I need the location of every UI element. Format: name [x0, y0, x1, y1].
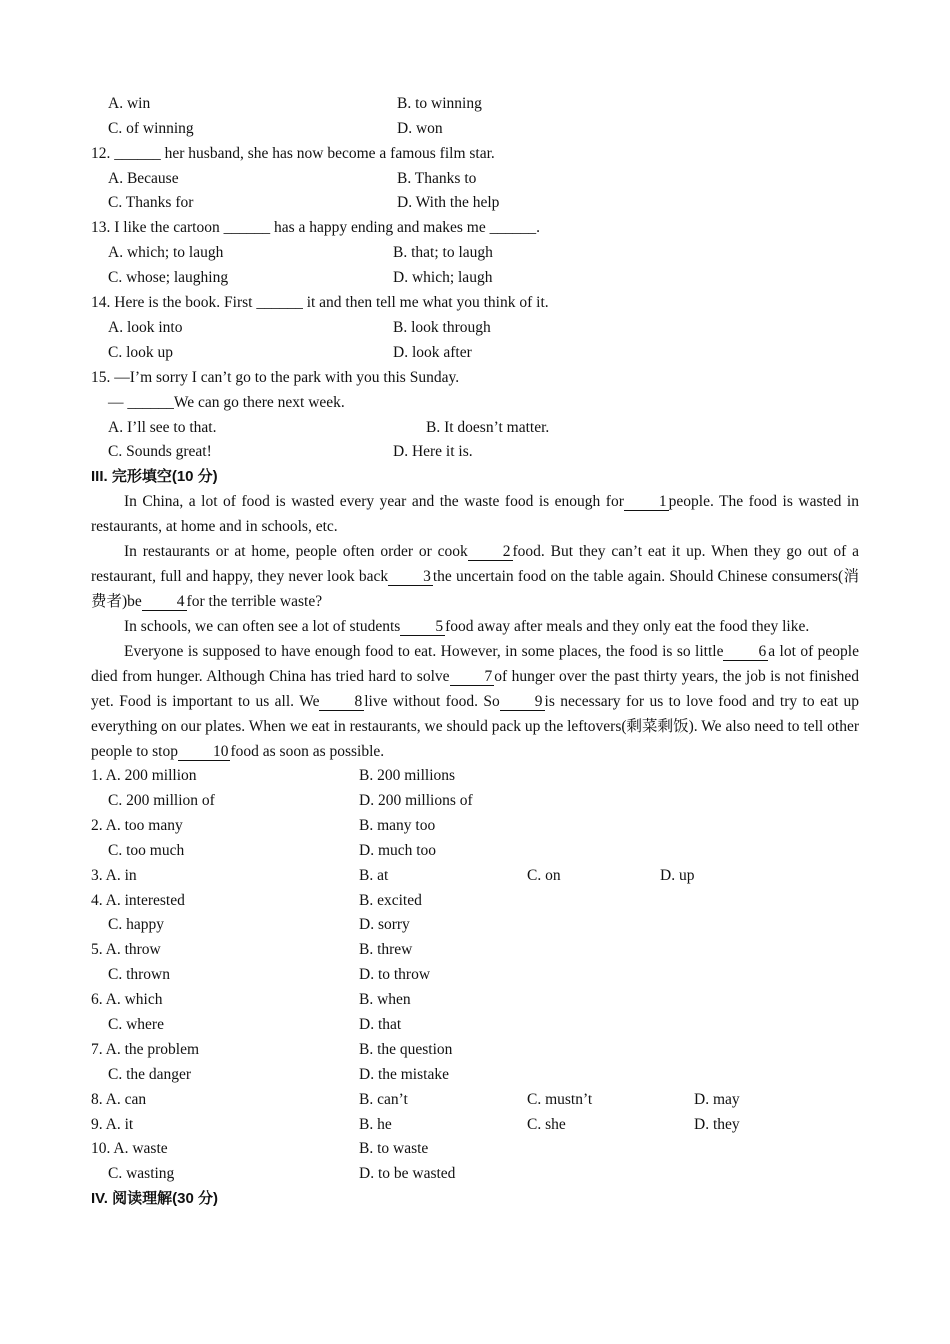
q11-option-b: B. to winning: [397, 95, 482, 112]
cloze-10-option-b: B. to waste: [359, 1140, 429, 1157]
q14-option-c: C. look up: [108, 344, 174, 361]
cloze-paragraph-2: In restaurants or at home, people often order or cook 2 food. But they can’t eat it up. When they go out of a restaurant, full and happy, they never look back 3 the uncertain food on the table again. Should Chinese consumers(消费者)be 4 for the terrible waste?: [91, 543, 860, 610]
cloze-7-option-d: D. the mistake: [359, 1066, 449, 1083]
q13-option-d: D. which; laugh: [393, 269, 493, 286]
cloze-10-option-a: 10. A. waste: [91, 1140, 168, 1157]
q15-option-b: B. It doesn’t matter.: [426, 419, 550, 436]
cloze-5-option-a: 5. A. throw: [91, 941, 161, 958]
cloze-3-option-c: C. on: [527, 867, 561, 884]
q15-option-c: C. Sounds great!: [108, 443, 212, 460]
q15-stem-response: — ______We can go there next week.: [108, 394, 345, 411]
cloze-9-option-c: C. she: [527, 1116, 566, 1133]
cloze-5-option-b: B. threw: [359, 941, 413, 958]
cloze-2-option-a: 2. A. too many: [91, 817, 183, 834]
q13-stem: 13. I like the cartoon ______ has a happy ending and makes me ______.: [91, 219, 540, 236]
cloze-1-option-b: B. 200 millions: [359, 767, 456, 784]
cloze-4-option-d: D. sorry: [359, 916, 410, 933]
cloze-8-option-d: D. may: [694, 1091, 740, 1108]
blank-10[interactable]: 10: [178, 743, 231, 761]
cloze-4-option-a: 4. A. interested: [91, 892, 185, 909]
section-heading-cloze: III. 完形填空(10 分): [91, 468, 218, 485]
blank-4[interactable]: 4: [142, 593, 187, 611]
cloze-6-option-a: 6. A. which: [91, 991, 163, 1008]
cloze-8-option-c: C. mustn’t: [527, 1091, 593, 1108]
cloze-7-option-a: 7. A. the problem: [91, 1041, 200, 1058]
cloze-6-option-c: C. where: [108, 1016, 164, 1033]
q13-option-a: A. which; to laugh: [108, 244, 224, 261]
q12-option-c: C. Thanks for: [108, 194, 194, 211]
cloze-8-option-b: B. can’t: [359, 1091, 408, 1108]
cloze-7-option-c: C. the danger: [108, 1066, 192, 1083]
q14-option-a: A. look into: [108, 319, 183, 336]
blank-3[interactable]: 3: [388, 568, 433, 586]
q15-stem: 15. —I’m sorry I can’t go to the park with you this Sunday.: [91, 369, 460, 386]
q14-option-b: B. look through: [393, 319, 491, 336]
blank-8[interactable]: 8: [319, 693, 364, 711]
q12-stem: 12. ______ her husband, she has now become a famous film star.: [91, 145, 495, 162]
q11-option-d: D. won: [397, 120, 443, 137]
cloze-5-option-c: C. thrown: [108, 966, 170, 983]
blank-5[interactable]: 5: [400, 618, 445, 636]
cloze-1-option-d: D. 200 millions of: [359, 792, 473, 809]
blank-1[interactable]: 1: [624, 493, 669, 511]
cloze-9-option-d: D. they: [694, 1116, 740, 1133]
cloze-2-option-d: D. much too: [359, 842, 437, 859]
cloze-3-option-a: 3. A. in: [91, 867, 137, 884]
blank-2[interactable]: 2: [468, 543, 513, 561]
blank-7[interactable]: 7: [450, 668, 495, 686]
cloze-paragraph-4: Everyone is supposed to have enough food to eat. However, in some places, the food is so little 6 a lot of people died from hunger. Although China has tried hard to solve 7 of hunger over the past thirty years, the job is not finished yet. Food is important to us all. We 8 live without food. So 9 is necessary for us to love food and try to eat up everything on our plates. When we eat in restaurants, we should pack up the leftovers(剩菜剩饭). We also need to tell other people to stop 10 food as soon as possible.: [91, 643, 860, 760]
cloze-5-option-d: D. to throw: [359, 966, 431, 983]
cloze-7-option-b: B. the question: [359, 1041, 453, 1058]
cloze-10-option-c: C. wasting: [108, 1165, 175, 1182]
cloze-2-option-c: C. too much: [108, 842, 185, 859]
q12-option-d: D. With the help: [397, 194, 500, 211]
blank-9[interactable]: 9: [500, 693, 545, 711]
cloze-3-option-d: D. up: [660, 867, 695, 884]
q15-option-a: A. I’ll see to that.: [108, 419, 217, 436]
cloze-10-option-d: D. to be wasted: [359, 1165, 456, 1182]
cloze-6-option-b: B. when: [359, 991, 411, 1008]
q14-stem: 14. Here is the book. First ______ it and then tell me what you think of it.: [91, 294, 549, 311]
cloze-paragraph-1: In China, a lot of food is wasted every year and the waste food is enough for 1 people. The food is wasted in restaurants, at home and in schools, etc.: [91, 493, 859, 535]
q11-option-a: A. win: [108, 95, 151, 112]
cloze-1-option-a: 1. A. 200 million: [91, 767, 197, 784]
q11-option-c: C. of winning: [108, 120, 194, 137]
cloze-paragraph-3: In schools, we can often see a lot of students 5 food away after meals and they only eat the food they like.: [124, 618, 810, 635]
cloze-9-option-b: B. he: [359, 1116, 392, 1133]
blank-6[interactable]: 6: [723, 643, 768, 661]
q14-option-d: D. look after: [393, 344, 472, 361]
cloze-1-option-c: C. 200 million of: [108, 792, 215, 809]
cloze-4-option-c: C. happy: [108, 916, 164, 933]
cloze-9-option-a: 9. A. it: [91, 1116, 134, 1133]
q15-option-d: D. Here it is.: [393, 443, 473, 460]
q12-option-b: B. Thanks to: [397, 170, 477, 187]
cloze-2-option-b: B. many too: [359, 817, 436, 834]
q12-option-a: A. Because: [108, 170, 179, 187]
q13-option-b: B. that; to laugh: [393, 244, 493, 261]
cloze-4-option-b: B. excited: [359, 892, 422, 909]
cloze-8-option-a: 8. A. can: [91, 1091, 147, 1108]
section-heading-reading: IV. 阅读理解(30 分): [91, 1190, 218, 1207]
q13-option-c: C. whose; laughing: [108, 269, 229, 286]
cloze-3-option-b: B. at: [359, 867, 389, 884]
cloze-6-option-d: D. that: [359, 1016, 402, 1033]
